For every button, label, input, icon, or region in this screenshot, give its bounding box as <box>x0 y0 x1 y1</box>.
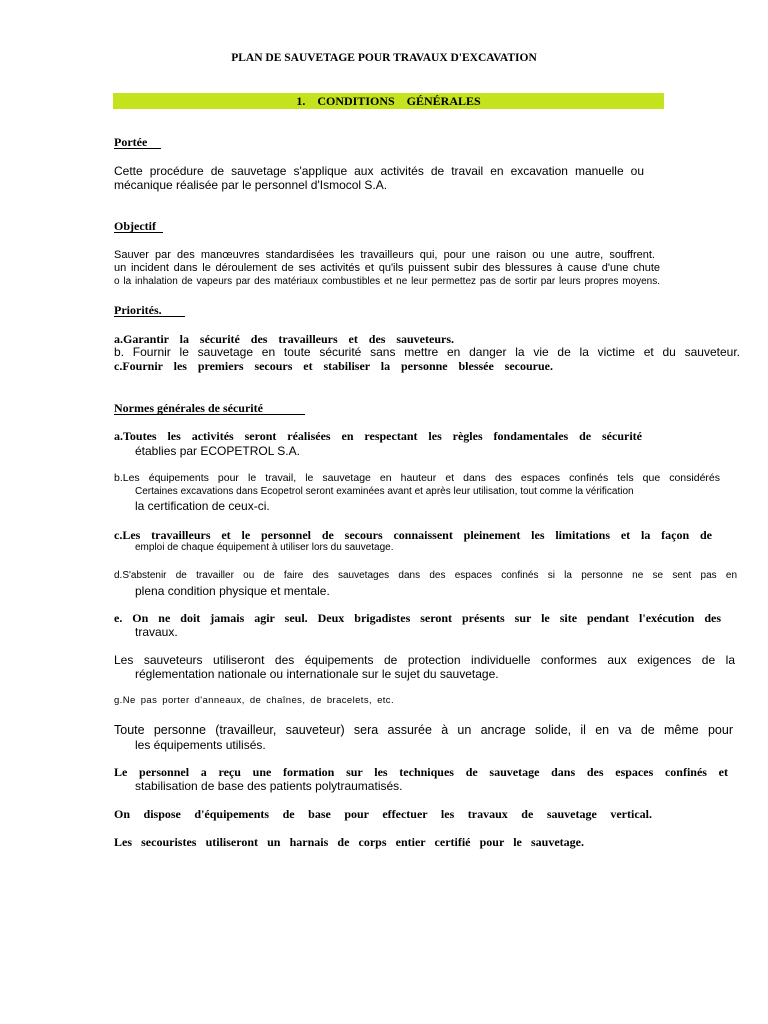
safety-norm-line: Les sauveteurs utiliseront des équipements de protection individuelle conformes aux exigences de la <box>114 653 735 667</box>
objective-text-line: Sauver par des manœuvres standardisées les travailleurs qui, pour une raison ou une autre, souffrent. <box>114 249 655 261</box>
priority-item: c.Fournir les premiers secours et stabiliser la personne blessée secourue. <box>114 359 553 373</box>
safety-norm-line: b.Les équipements pour le travail, le sauvetage en hauteur et dans des espaces confinés tels que considérés <box>114 472 720 484</box>
scope-text-line: mécanique réalisée par le personnel d'Ismocol S.A. <box>114 178 388 192</box>
document-title: PLAN DE SAUVETAGE POUR TRAVAUX D'EXCAVATION <box>231 52 537 64</box>
priorities-heading: Priorités. <box>114 304 185 317</box>
safety-norm-line: la certification de ceux-ci. <box>135 499 270 513</box>
safety-norm-line: réglementation nationale ou internationale sur le sujet du sauvetage. <box>135 667 499 681</box>
safety-norm-line: c.Les travailleurs et le personnel de secours connaissent pleinement les limitations et la façon de <box>114 528 712 542</box>
safety-norm-line: Les secouristes utiliseront un harnais de corps entier certifié pour le sauvetage. <box>114 835 584 849</box>
safety-norm-line: g.Ne pas porter d'anneaux, de chaînes, de bracelets, etc. <box>114 695 394 706</box>
safety-norm-line: établies par ECOPETROL S.A. <box>135 444 300 458</box>
objective-text-line: o la inhalation de vapeurs par des matériaux combustibles et ne leur permettez pas de sortir par leurs propres moyens. <box>114 276 660 287</box>
safety-norm-line: plena condition physique et mentale. <box>135 584 330 598</box>
safety-norm-line: Le personnel a reçu une formation sur les techniques de sauvetage dans des espaces confinés et <box>114 765 728 779</box>
safety-norms-heading: Normes générales de sécurité <box>114 402 305 415</box>
safety-norm-line: Toute personne (travailleur, sauveteur) sera assurée à un ancrage solide, il en va de même pour <box>114 723 733 737</box>
scope-heading: Portée <box>114 136 161 149</box>
safety-norm-line: d.S'abstenir de travailler ou de faire des sauvetages dans des espaces confinés si la personne ne se sent pas en <box>114 570 737 581</box>
priority-item: a.Garantir la sécurité des travailleurs et des sauveteurs. <box>114 332 454 346</box>
objective-text-line: un incident dans le déroulement de ses activités et qu'ils puissent subir des blessures à cause d'une chute <box>114 262 660 274</box>
safety-norm-line: stabilisation de base des patients polytraumatisés. <box>135 779 403 793</box>
safety-norm-line: les équipements utilisés. <box>135 738 266 752</box>
safety-norm-line: On dispose d'équipements de base pour effectuer les travaux de sauvetage vertical. <box>114 807 652 821</box>
objective-heading: Objectif <box>114 220 163 233</box>
safety-norm-line: e. On ne doit jamais agir seul. Deux brigadistes seront présents sur le site pendant l'exécution des <box>114 611 721 625</box>
safety-norm-line: travaux. <box>135 625 178 639</box>
safety-norm-line: Certaines excavations dans Ecopetrol seront examinées avant et après leur utilisation, tout comme la vérification <box>135 486 634 497</box>
section-heading-bar <box>113 93 664 109</box>
scope-text-line: Cette procédure de sauvetage s'applique aux activités de travail en excavation manuelle ou <box>114 164 644 178</box>
safety-norm-line: emploi de chaque équipement à utiliser lors du sauvetage. <box>135 542 394 553</box>
priority-item: b. Fournir le sauvetage en toute sécurité sans mettre en danger la vie de la victime et du sauveteur. <box>114 345 740 359</box>
safety-norm-line: a.Toutes les activités seront réalisées en respectant les règles fondamentales de sécurité <box>114 429 642 443</box>
section-heading: 1. CONDITIONS GÉNÉRALES <box>296 94 481 108</box>
